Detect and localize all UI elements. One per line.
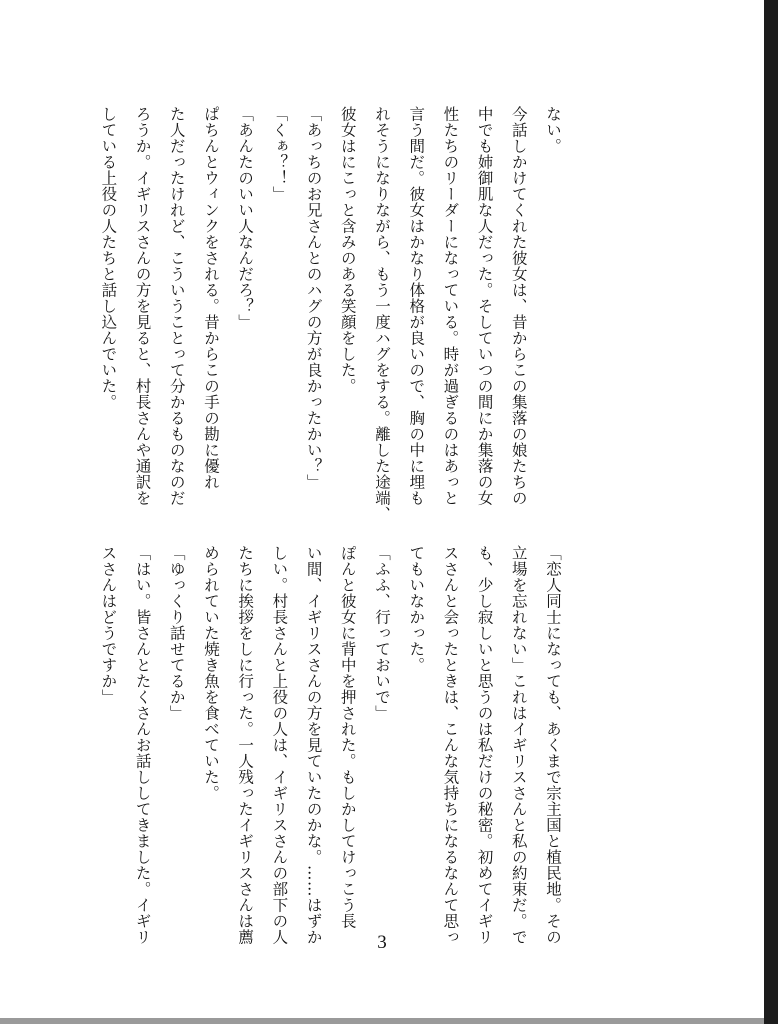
text-line: 「くぁ？！」	[270, 106, 289, 202]
text-line: 「あんたのいい人なんだろ？」	[236, 106, 255, 330]
text-line: 彼女はにこっと含みのある笑顔をした。	[338, 106, 357, 394]
text-line: 中でも姉御肌な人だった。そしていつの間にか集落の女	[475, 106, 494, 506]
text-line: 性たちのリーダーになっている。時が過ぎるのはあっと	[441, 106, 460, 506]
text-line: 言う間だ。彼女はかなり体格が良いので、胸の中に埋も	[407, 106, 426, 506]
text-line: ろうか。イギリスさんの方を見ると、村長さんや通訳を	[133, 106, 152, 506]
page-number: 3	[377, 932, 387, 953]
text-line: た人だったけれど、こういうことって分かるものなのだ	[167, 106, 186, 506]
text-line: れそうになりながら、もう一度ハグをする。離した途端、	[372, 106, 391, 522]
viewer-edge-right	[764, 0, 778, 1024]
text-line: している上役の人たちと話し込んでいた。	[99, 106, 118, 410]
text-line: 「ふふ、行っておいで」	[372, 545, 391, 721]
upper-text-block	[91, 106, 570, 522]
text-line: められていた焼き魚を食べていた。	[201, 545, 220, 801]
text-line: ぱちんとウィンクをされる。昔からこの手の勘に優れ	[201, 106, 220, 490]
text-line: 「はい。皆さんとたくさんお話ししてきました。イギリ	[133, 545, 152, 945]
text-line: 立場を忘れない」これはイギリスさんと私の約束だ。で	[509, 545, 528, 945]
text-line: も、少し寂しいと思うのは私だけの秘密。初めてイギリ	[475, 545, 494, 945]
lower-text-block	[91, 545, 570, 945]
text-line: 「ゆっくり話せてるか」	[167, 545, 186, 721]
text-line: 「あっちのお兄さんとのハグの方が良かったかい？」	[304, 106, 323, 490]
text-line: てもいなかった。	[407, 545, 426, 673]
text-line: スさんはどうですか」	[99, 545, 118, 705]
text-line: しい。村長さんと上役の人は、イギリスさんの部下の人	[270, 545, 289, 945]
viewer-edge-bottom	[0, 1018, 764, 1024]
text-line: 「恋人同士になっても、あくまで宗主国と植民地。その	[544, 545, 562, 945]
text-line: 今話しかけてくれた彼女は、昔からこの集落の娘たちの	[509, 106, 528, 506]
text-line: スさんと会ったときは、こんな気持ちになるなんて思っ	[441, 545, 460, 945]
text-line: い間、イギリスさんの方を見ていたのかな。……はずか	[304, 545, 323, 945]
text-line: たちに挨拶をしに行った。一人残ったイギリスさんは薦	[236, 545, 255, 945]
text-line: ない。	[544, 106, 562, 154]
text-line: ぽんと彼女に背中を押された。もしかしてけっこう長	[338, 545, 357, 929]
